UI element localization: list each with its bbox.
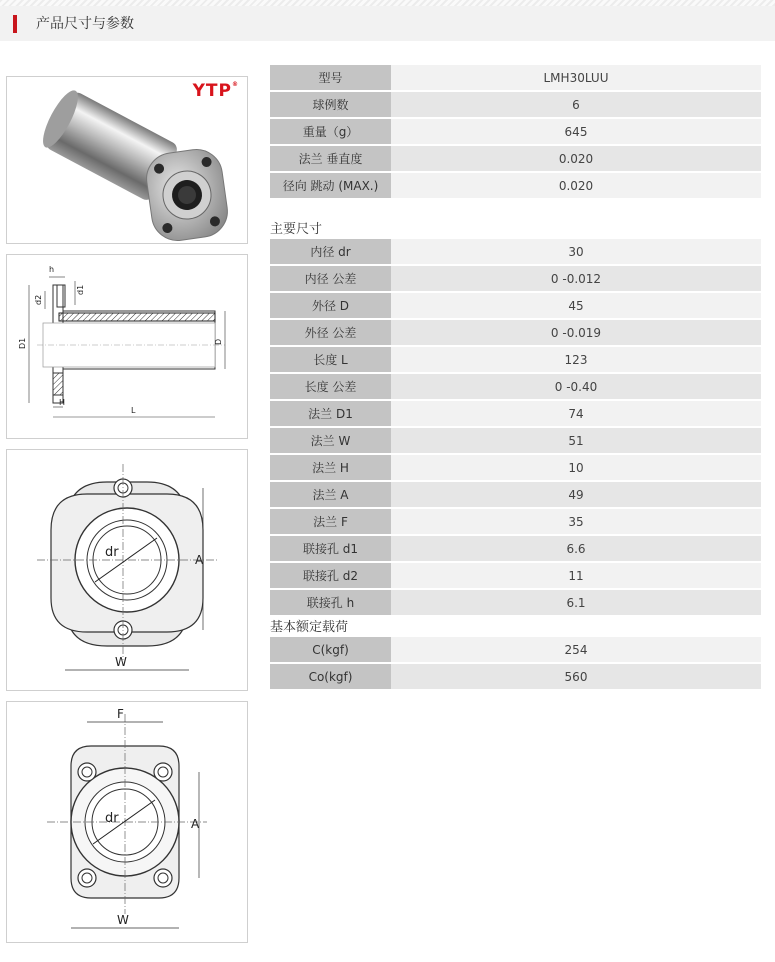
dimension-row	[270, 428, 761, 453]
dimension-row	[270, 401, 761, 426]
dim-label-D: D	[214, 338, 223, 345]
basic-spec-label: 法兰 垂直度	[270, 146, 391, 171]
basic-spec-value: 0.020	[391, 173, 761, 198]
dimension-row	[270, 455, 761, 480]
dim-label-W: W	[117, 913, 129, 927]
dimension-label: 联接孔 h	[270, 590, 391, 615]
front-view-4-hole-panel	[6, 701, 248, 943]
dimension-value: 45	[391, 293, 761, 318]
dimension-row	[270, 509, 761, 534]
basic-spec-label: 型号	[270, 65, 391, 90]
dimension-value: 35	[391, 509, 761, 534]
basic-spec-table	[270, 63, 761, 200]
dimension-value: 49	[391, 482, 761, 507]
basic-spec-row	[270, 146, 761, 171]
dimension-value: 123	[391, 347, 761, 372]
dimension-value: 0 -0.012	[391, 266, 761, 291]
dimension-row	[270, 536, 761, 561]
dimension-value: 11	[391, 563, 761, 588]
load-rating-label: C(kgf)	[270, 637, 391, 662]
section-title-main-dimensions: 主要尺寸	[270, 222, 323, 237]
dimension-value: 74	[391, 401, 761, 426]
section-header	[0, 6, 775, 41]
dimension-value: 10	[391, 455, 761, 480]
basic-spec-row	[270, 92, 761, 117]
brand-logo: YTP®	[192, 81, 239, 101]
basic-spec-label: 球例数	[270, 92, 391, 117]
dimension-row	[270, 266, 761, 291]
dimension-row	[270, 374, 761, 399]
dimension-row	[270, 590, 761, 615]
basic-spec-value: 0.020	[391, 146, 761, 171]
side-section-drawing-panel	[6, 254, 248, 439]
dim-label-dr: dr	[105, 811, 119, 826]
front-view-2-hole-drawing	[7, 450, 247, 690]
load-rating-row	[270, 637, 761, 662]
dimension-label: 内径 公差	[270, 266, 391, 291]
dimension-label: 长度 公差	[270, 374, 391, 399]
product-photo-panel	[6, 76, 248, 244]
section-title-load-rating: 基本额定载荷	[270, 620, 349, 635]
dimension-label: 长度 L	[270, 347, 391, 372]
spec-tables	[270, 65, 761, 691]
dim-label-d2: d2	[34, 294, 43, 305]
dimension-label: 联接孔 d1	[270, 536, 391, 561]
basic-spec-row	[270, 65, 761, 90]
dimension-row	[270, 239, 761, 264]
dimension-value: 0 -0.019	[391, 320, 761, 345]
dim-label-W: W	[115, 655, 127, 669]
dimension-row	[270, 320, 761, 345]
dim-label-A: A	[195, 553, 204, 567]
header-accent-bar	[13, 15, 17, 33]
basic-spec-value: 6	[391, 92, 761, 117]
basic-spec-label: 重量（g）	[270, 119, 391, 144]
dim-label-A: A	[191, 817, 200, 831]
dimension-label: 法兰 H	[270, 455, 391, 480]
dim-label-D1: D1	[18, 337, 27, 349]
dimension-value: 0 -0.40	[391, 374, 761, 399]
dimension-value: 30	[391, 239, 761, 264]
dimension-value: 51	[391, 428, 761, 453]
basic-spec-value: 645	[391, 119, 761, 144]
dimension-label: 法兰 F	[270, 509, 391, 534]
dimension-label: 联接孔 d2	[270, 563, 391, 588]
dimension-value: 6.1	[391, 590, 761, 615]
dimension-label: 内径 dr	[270, 239, 391, 264]
basic-spec-value: LMH30LUU	[391, 65, 761, 90]
dimension-row	[270, 293, 761, 318]
load-rating-value: 560	[391, 664, 761, 689]
dim-label-d1: d1	[76, 284, 85, 295]
dimension-label: 法兰 W	[270, 428, 391, 453]
load-rating-row	[270, 664, 761, 689]
dimension-label: 外径 公差	[270, 320, 391, 345]
dimension-row	[270, 347, 761, 372]
section-title: 产品尺寸与参数	[36, 16, 134, 32]
load-rating-value: 254	[391, 637, 761, 662]
front-view-4-hole-drawing	[7, 702, 247, 942]
dim-label-dr: dr	[105, 545, 119, 560]
dimension-label: 法兰 A	[270, 482, 391, 507]
front-view-2-hole-panel	[6, 449, 248, 691]
load-rating-label: Co(kgf)	[270, 664, 391, 689]
dimension-label: 法兰 D1	[270, 401, 391, 426]
dimension-label: 外径 D	[270, 293, 391, 318]
dimension-row	[270, 482, 761, 507]
basic-spec-label: 径向 跳动 (MAX.)	[270, 173, 391, 198]
dim-label-H: H	[59, 398, 66, 407]
side-section-drawing	[7, 255, 247, 438]
main-dimensions-table	[270, 237, 761, 617]
basic-spec-row	[270, 173, 761, 198]
load-rating-table	[270, 635, 761, 691]
dim-label-F: F	[117, 707, 124, 721]
dimension-row	[270, 563, 761, 588]
basic-spec-row	[270, 119, 761, 144]
dimension-value: 6.6	[391, 536, 761, 561]
product-photo	[7, 77, 247, 243]
dim-label-L: L	[131, 406, 136, 415]
dim-label-h: h	[49, 265, 55, 274]
